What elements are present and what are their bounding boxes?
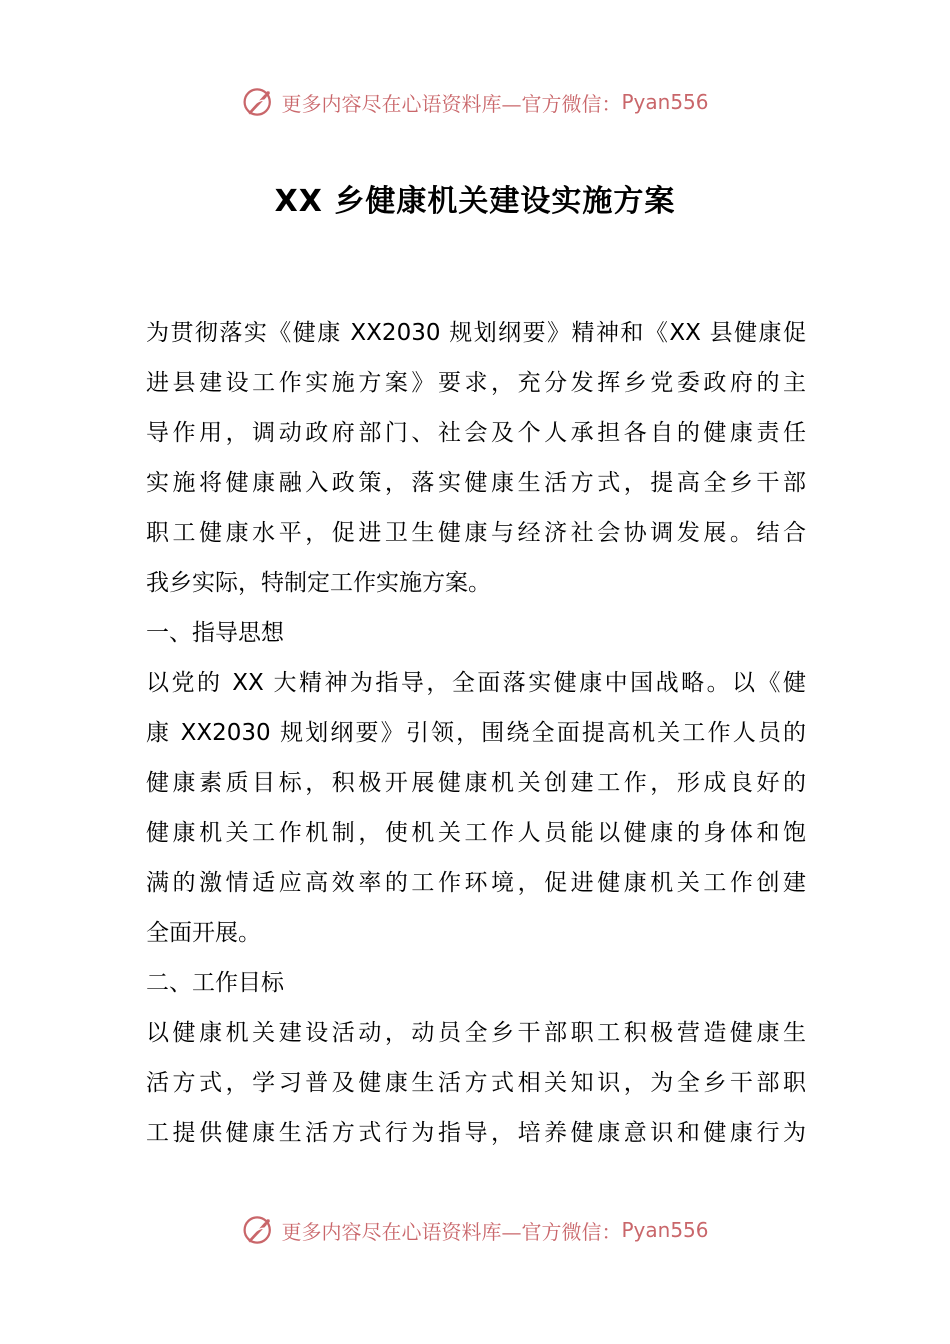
paragraph-line: 实施将健康融入政策，落实健康生活方式，提高全乡干部 (146, 470, 806, 496)
banner-text: 更多内容尽在心语资料库—官方微信： (281, 1219, 622, 1244)
paragraph-line: 全面开展。 (146, 920, 261, 946)
paragraph-line: 为贯彻落实《健康 XX2030 规划纲要》精神和《XX 县健康促 (146, 320, 806, 346)
paragraph-line: 康 XX2030 规划纲要》引领，围绕全面提高机关工作人员的 (146, 720, 806, 746)
section-heading: 一、指导思想 (146, 620, 284, 646)
banner-wechat-id: Pyan556 (621, 1218, 709, 1242)
paragraph-line: 以党的 XX 大精神为指导，全面落实健康中国战略。以《健 (146, 670, 806, 696)
paragraph-line: 工提供健康生活方式行为指导，培养健康意识和健康行为 (146, 1120, 806, 1146)
pen-nib-logo-icon (241, 1212, 277, 1248)
banner-wechat-id: Pyan556 (621, 90, 709, 114)
document-title: XX 乡健康机关建设实施方案 (274, 184, 676, 219)
footer-watermark-banner (0, 1210, 950, 1250)
paragraph-line: 健康机关工作机制，使机关工作人员能以健康的身体和饱 (146, 820, 806, 846)
paragraph-line: 进县建设工作实施方案》要求，充分发挥乡党委政府的主 (146, 370, 806, 396)
paragraph-line: 以健康机关建设活动，动员全乡干部职工积极营造健康生 (146, 1020, 806, 1046)
pen-nib-logo-icon (241, 84, 277, 120)
document-body (146, 308, 806, 1158)
paragraph-line: 活方式，学习普及健康生活方式相关知识，为全乡干部职 (146, 1070, 806, 1096)
paragraph-line: 满的激情适应高效率的工作环境，促进健康机关工作创建 (146, 870, 806, 896)
header-watermark-banner (0, 82, 950, 122)
paragraph-line: 导作用，调动政府部门、社会及个人承担各自的健康责任 (146, 420, 806, 446)
paragraph-line: 职工健康水平，促进卫生健康与经济社会协调发展。结合 (146, 520, 806, 546)
banner-text: 更多内容尽在心语资料库—官方微信： (281, 91, 622, 116)
section-heading: 二、工作目标 (146, 970, 284, 996)
paragraph-line: 健康素质目标，积极开展健康机关创建工作，形成良好的 (146, 770, 806, 796)
paragraph-line: 我乡实际，特制定工作实施方案。 (146, 570, 491, 596)
